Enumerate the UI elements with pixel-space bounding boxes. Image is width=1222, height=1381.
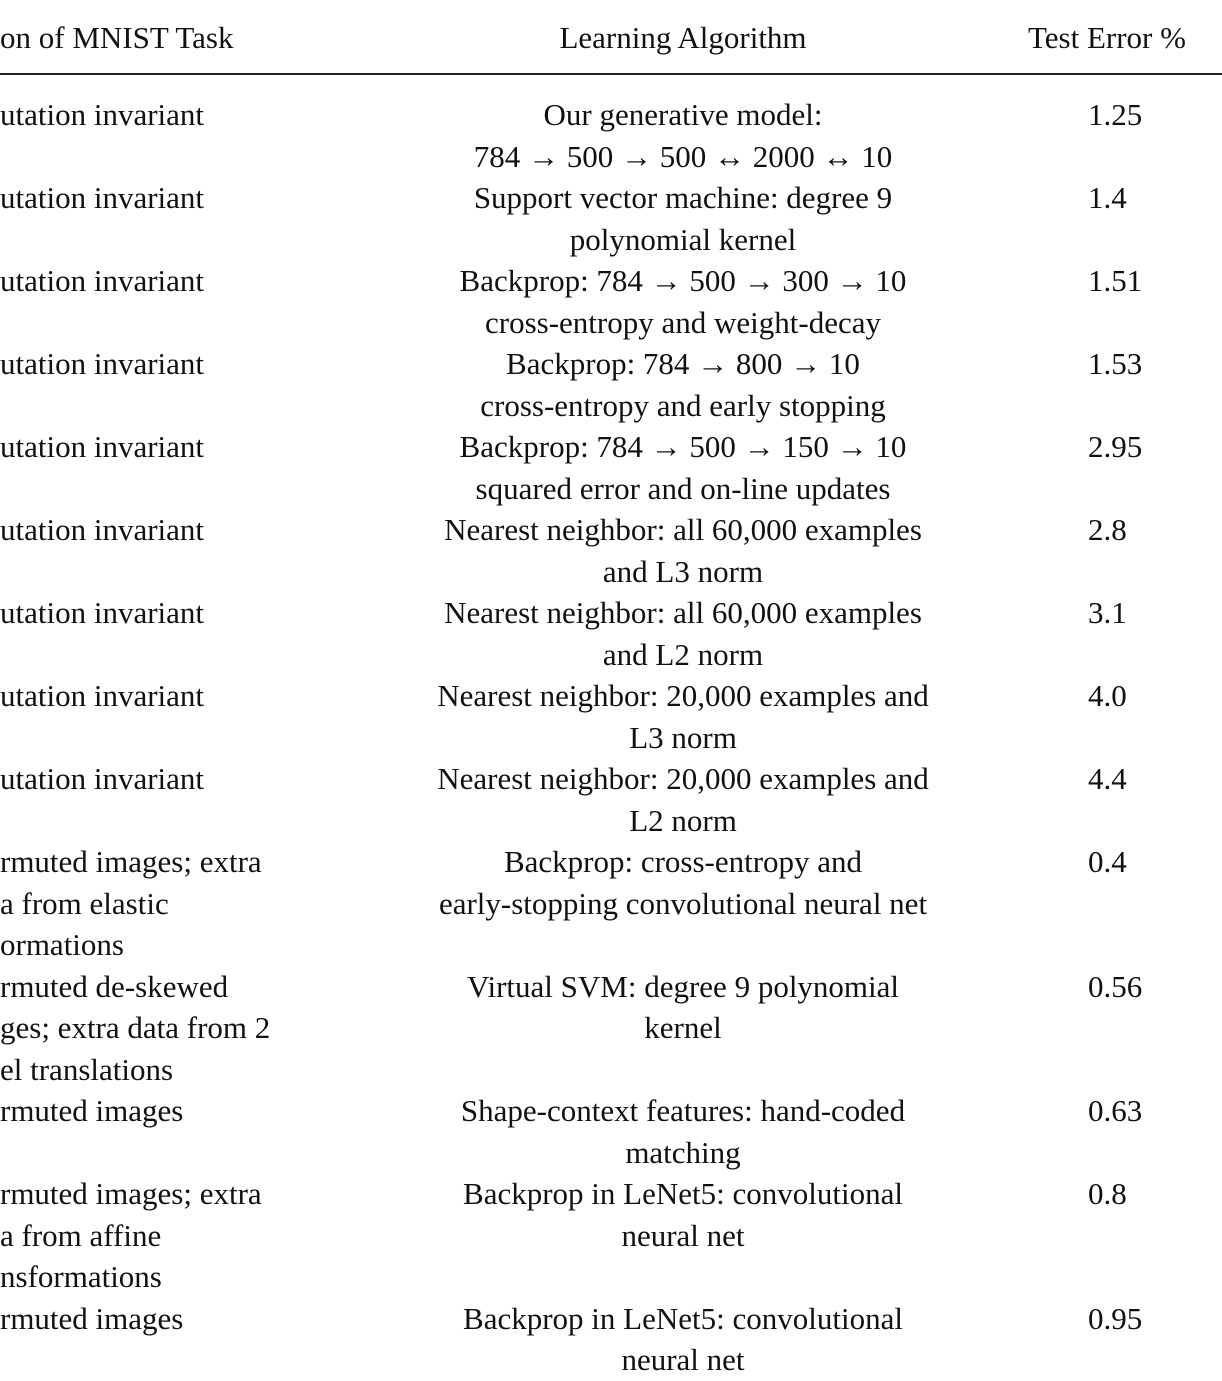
- task-cell-line: rmuted images: [0, 1093, 184, 1128]
- task-cell-line: utation invariant: [0, 263, 205, 298]
- test-error-cell: 3.1: [1088, 595, 1127, 630]
- test-error-cell: 4.4: [1088, 761, 1127, 796]
- test-error-cell: 1.25: [1088, 97, 1143, 132]
- task-cell: [0, 966, 270, 1091]
- header-algorithm: Learning Algorithm: [559, 20, 807, 55]
- test-error-cell: 2.95: [1088, 429, 1143, 464]
- algorithm-cell-line: and L2 norm: [602, 636, 764, 672]
- task-cell: [0, 841, 262, 966]
- algorithm-cell-line: Backprop: cross-entropy and: [503, 844, 863, 879]
- algorithm-cell-line: 784 → 500 → 500 ↔ 2000 ↔ 10: [473, 138, 893, 174]
- task-cell: [0, 343, 204, 385]
- test-error-cell: 1.4: [1088, 180, 1127, 215]
- algorithm-cell: [383, 1090, 983, 1173]
- task-cell-line: rmuted images; extra: [0, 844, 262, 879]
- test-error-cell: 1.53: [1088, 346, 1143, 381]
- algorithm-cell-line: Virtual SVM: degree 9 polynomial: [466, 968, 900, 1004]
- algorithm-cell-line: polynomial kernel: [569, 221, 797, 257]
- algorithm-cell: [383, 343, 983, 426]
- task-cell: [0, 1173, 262, 1298]
- task-cell-line: utation invariant: [0, 180, 205, 215]
- task-cell: [0, 94, 204, 136]
- algorithm-cell-line: neural net: [621, 1217, 745, 1253]
- task-cell-line: utation invariant: [0, 595, 205, 630]
- algorithm-cell-line: Nearest neighbor: 20,000 examples and: [437, 678, 929, 713]
- test-error-cell: 2.8: [1088, 512, 1127, 547]
- task-cell: [0, 758, 204, 800]
- task-cell: [0, 675, 204, 717]
- algorithm-cell-line: matching: [625, 1134, 741, 1170]
- algorithm-cell: [383, 966, 983, 1049]
- algorithm-cell-line: Backprop: 784 → 500 → 150 → 10: [459, 429, 907, 464]
- header-task: on of MNIST Task: [0, 20, 234, 55]
- algorithm-cell-line: L3 norm: [629, 719, 737, 755]
- test-error-cell: 0.4: [1088, 844, 1127, 879]
- test-error-cell: 0.8: [1088, 1176, 1127, 1211]
- algorithm-cell: [383, 177, 983, 260]
- algorithm-cell-line: squared error and on-line updates: [475, 470, 891, 506]
- task-cell: [0, 177, 204, 219]
- task-cell-line: utation invariant: [0, 761, 205, 796]
- algorithm-cell-line: Backprop in LeNet5: convolutional: [463, 1176, 903, 1211]
- task-cell: [0, 426, 204, 468]
- test-error-cell: 4.0: [1088, 678, 1127, 713]
- algorithm-cell: [383, 260, 983, 343]
- algorithm-cell-line: Nearest neighbor: all 60,000 examples: [444, 595, 922, 630]
- test-error-cell: 0.95: [1088, 1300, 1143, 1336]
- task-cell: [0, 1090, 183, 1132]
- algorithm-cell-line: Support vector machine: degree 9: [473, 180, 893, 215]
- algorithm-cell: [383, 509, 983, 592]
- algorithm-cell: [383, 592, 983, 675]
- algorithm-cell-line: Backprop: 784 → 800 → 10: [506, 346, 860, 381]
- task-cell-line: ges; extra data from 2: [0, 1010, 271, 1045]
- algorithm-cell-line: Shape-context features: hand-coded: [460, 1093, 906, 1128]
- algorithm-cell: [383, 675, 983, 758]
- header-test-error: Test Error %: [1028, 20, 1186, 55]
- algorithm-cell-line: Nearest neighbor: 20,000 examples and: [437, 761, 929, 796]
- algorithm-cell: [383, 94, 983, 177]
- task-cell-line: utation invariant: [0, 97, 205, 132]
- algorithm-cell-line: Nearest neighbor: all 60,000 examples: [444, 512, 922, 547]
- test-error-cell: 0.63: [1088, 1093, 1143, 1128]
- algorithm-cell-line: Backprop: 784 → 500 → 300 → 10: [459, 263, 907, 298]
- algorithm-cell: [383, 1173, 983, 1256]
- task-cell-line: utation invariant: [0, 678, 205, 713]
- task-cell-line: ormations: [0, 927, 124, 962]
- task-cell-line: utation invariant: [0, 512, 205, 547]
- task-cell-line: rmuted de-skewed: [0, 968, 229, 1004]
- algorithm-cell: [383, 426, 983, 509]
- task-cell: [0, 509, 204, 551]
- task-cell-line: nsformations: [0, 1259, 162, 1294]
- test-error-cell: 1.51: [1088, 263, 1143, 298]
- task-cell-line: utation invariant: [0, 429, 205, 464]
- algorithm-cell-line: Our generative model:: [543, 97, 823, 132]
- algorithm-cell-line: neural net: [621, 1342, 745, 1377]
- algorithm-cell-line: kernel: [644, 1010, 722, 1045]
- algorithm-cell-line: cross-entropy and early stopping: [480, 387, 886, 423]
- algorithm-cell-line: cross-entropy and weight-decay: [485, 304, 881, 340]
- algorithm-cell-line: and L3 norm: [602, 553, 764, 589]
- task-cell-line: utation invariant: [0, 346, 205, 381]
- task-cell-line: a from elastic: [0, 885, 169, 921]
- test-error-cell: 0.56: [1088, 968, 1143, 1004]
- algorithm-cell: [383, 758, 983, 841]
- task-cell: [0, 1298, 183, 1340]
- algorithm-cell: [383, 1298, 983, 1381]
- task-cell-line: el translations: [0, 1051, 174, 1087]
- task-cell-line: a from affine: [0, 1217, 162, 1253]
- algorithm-cell-line: early-stopping convolutional neural net: [438, 885, 928, 921]
- task-cell: [0, 260, 204, 302]
- header-rule: [0, 73, 1222, 75]
- task-cell: [0, 592, 204, 634]
- algorithm-cell-line: Backprop in LeNet5: convolutional: [463, 1300, 903, 1336]
- algorithm-cell: [383, 841, 983, 924]
- task-cell-line: rmuted images; extra: [0, 1176, 262, 1211]
- algorithm-cell-line: L2 norm: [629, 802, 737, 838]
- task-cell-line: rmuted images: [0, 1300, 184, 1336]
